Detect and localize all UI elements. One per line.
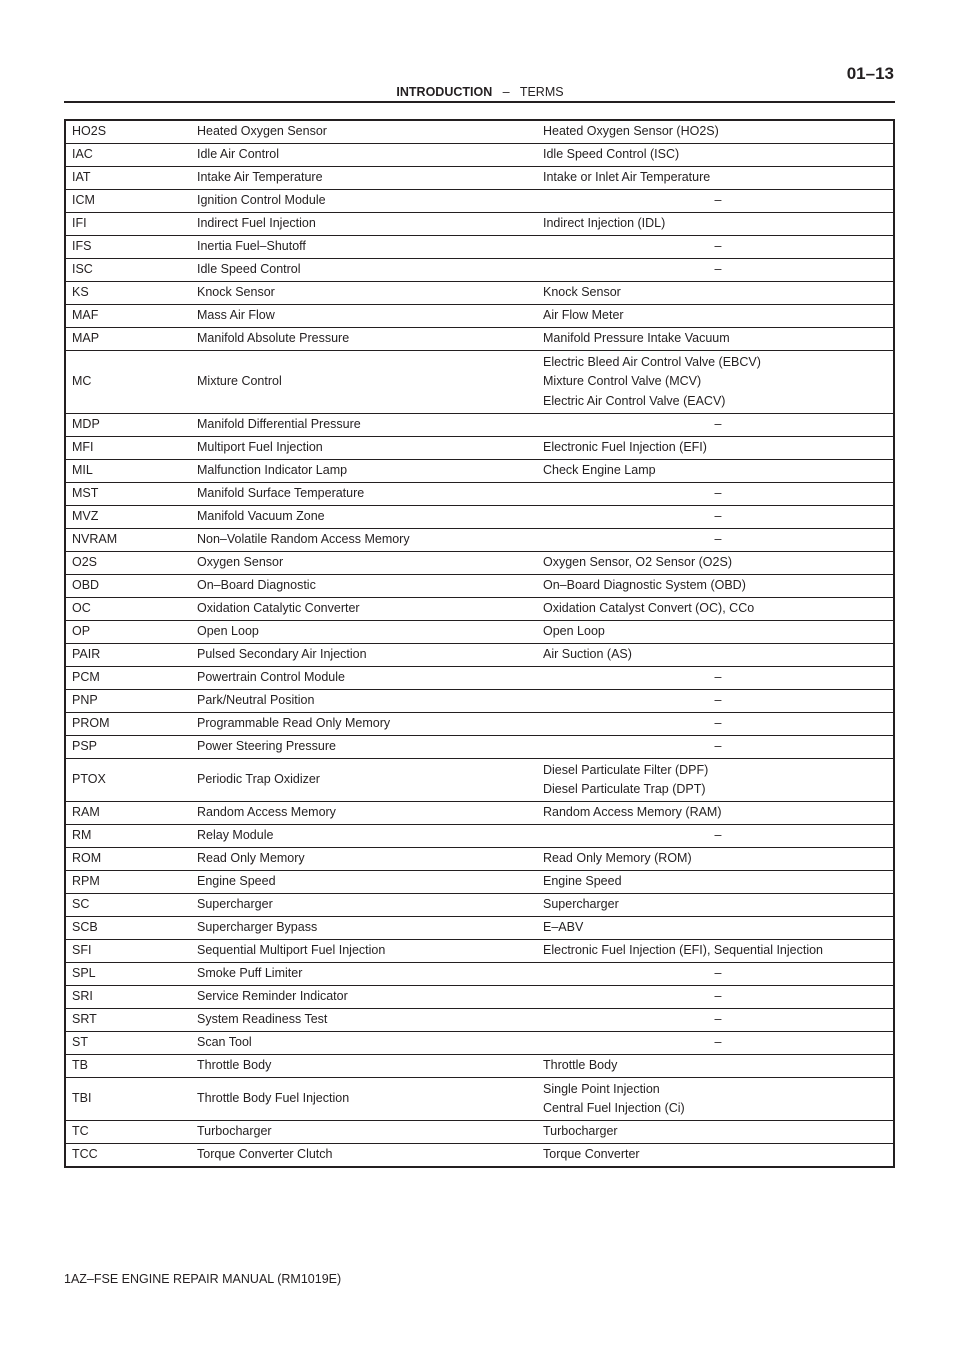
table-row <box>65 917 894 940</box>
footer-manual-title: 1AZ–FSE ENGINE REPAIR MANUAL (RM1019E) <box>64 1272 342 1286</box>
table-row <box>65 328 894 351</box>
term-cell: Malfunction Indicator Lamp <box>191 460 537 483</box>
previous-term-cell <box>537 213 894 236</box>
previous-term-cell <box>537 144 894 167</box>
table-row <box>65 437 894 460</box>
table-row <box>65 940 894 963</box>
table-row <box>65 848 894 871</box>
previous-term-cell <box>537 871 894 894</box>
previous-term-line: Read Only Memory (ROM) <box>543 851 692 866</box>
table-row <box>65 1055 894 1078</box>
previous-term-cell <box>537 963 894 986</box>
previous-term-cell <box>537 236 894 259</box>
term-cell: Powertrain Control Module <box>191 667 537 690</box>
previous-term-line: Air Suction (AS) <box>543 647 632 662</box>
term-cell: Oxidation Catalytic Converter <box>191 598 537 621</box>
abbreviation-cell: ROM <box>65 848 191 871</box>
previous-term-cell <box>537 529 894 552</box>
section-title: INTRODUCTION <box>396 85 493 99</box>
previous-term-cell <box>537 328 894 351</box>
term-cell: Sequential Multiport Fuel Injection <box>191 940 537 963</box>
abbreviation-cell: MC <box>65 351 191 414</box>
abbreviation-cell: OP <box>65 621 191 644</box>
abbreviation-cell: MAF <box>65 305 191 328</box>
table-row <box>65 802 894 825</box>
previous-term-line: Oxidation Catalyst Convert (OC), CCo <box>543 601 755 616</box>
abbreviation-cell: SPL <box>65 963 191 986</box>
previous-term-cell <box>537 598 894 621</box>
previous-term-cell <box>537 167 894 190</box>
abbreviation-cell: SRT <box>65 1009 191 1032</box>
term-cell: Smoke Puff Limiter <box>191 963 537 986</box>
previous-term-line: Single Point Injection <box>543 1081 660 1096</box>
abbreviation-cell: PCM <box>65 667 191 690</box>
previous-term-line: – <box>714 739 722 754</box>
table-row <box>65 963 894 986</box>
term-cell: Manifold Surface Temperature <box>191 483 537 506</box>
table-row <box>65 894 894 917</box>
abbreviation-cell: TC <box>65 1121 191 1144</box>
previous-term-cell <box>537 736 894 759</box>
term-cell: Supercharger <box>191 894 537 917</box>
previous-term-line: – <box>714 417 722 432</box>
table-row <box>65 259 894 282</box>
previous-term-line: Manifold Pressure Intake Vacuum <box>543 331 730 346</box>
abbreviation-cell: ICM <box>65 190 191 213</box>
previous-term-line: Supercharger <box>543 897 619 912</box>
previous-term-line: Engine Speed <box>543 874 622 889</box>
header-rule <box>64 101 895 103</box>
previous-term-line: Throttle Body <box>543 1058 618 1073</box>
previous-term-line: Indirect Injection (IDL) <box>543 216 666 231</box>
previous-term-line: – <box>714 239 722 254</box>
previous-term-cell <box>537 759 894 802</box>
terms-table <box>64 119 895 1168</box>
previous-term-cell <box>537 305 894 328</box>
table-row <box>65 460 894 483</box>
previous-term-line: – <box>714 193 722 208</box>
term-cell: Idle Air Control <box>191 144 537 167</box>
previous-term-line: Electronic Fuel Injection (EFI) <box>543 440 707 455</box>
previous-term-cell <box>537 282 894 305</box>
term-cell: Knock Sensor <box>191 282 537 305</box>
table-row <box>65 621 894 644</box>
table-row <box>65 414 894 437</box>
term-cell: Inertia Fuel–Shutoff <box>191 236 537 259</box>
abbreviation-cell: TCC <box>65 1144 191 1168</box>
previous-term-cell <box>537 1055 894 1078</box>
abbreviation-cell: OBD <box>65 575 191 598</box>
term-cell: Throttle Body Fuel Injection <box>191 1078 537 1121</box>
abbreviation-cell: PTOX <box>65 759 191 802</box>
previous-term-cell <box>537 986 894 1009</box>
term-cell: Intake Air Temperature <box>191 167 537 190</box>
previous-term-line: – <box>714 532 722 547</box>
term-cell: Pulsed Secondary Air Injection <box>191 644 537 667</box>
subsection-title: TERMS <box>519 85 564 99</box>
previous-term-line: – <box>714 989 722 1004</box>
abbreviation-cell: O2S <box>65 552 191 575</box>
table-row <box>65 1121 894 1144</box>
previous-term-line: Mixture Control Valve (MCV) <box>543 374 702 389</box>
table-row <box>65 1009 894 1032</box>
abbreviation-cell: ST <box>65 1032 191 1055</box>
previous-term-cell <box>537 1144 894 1168</box>
term-cell: Open Loop <box>191 621 537 644</box>
abbreviation-cell: PNP <box>65 690 191 713</box>
table-row <box>65 236 894 259</box>
abbreviation-cell: PROM <box>65 713 191 736</box>
previous-term-line: – <box>714 693 722 708</box>
term-cell: Programmable Read Only Memory <box>191 713 537 736</box>
abbreviation-cell: SC <box>65 894 191 917</box>
previous-term-cell <box>537 437 894 460</box>
previous-term-line: – <box>714 828 722 843</box>
previous-term-line: – <box>714 509 722 524</box>
previous-term-line: E–ABV <box>543 920 584 935</box>
term-cell: Throttle Body <box>191 1055 537 1078</box>
table-row <box>65 1144 894 1168</box>
term-cell: Read Only Memory <box>191 848 537 871</box>
previous-term-cell <box>537 120 894 144</box>
abbreviation-cell: IFI <box>65 213 191 236</box>
table-row <box>65 529 894 552</box>
previous-term-line: Electronic Fuel Injection (EFI), Sequential Injection <box>543 943 823 958</box>
term-cell: Random Access Memory <box>191 802 537 825</box>
previous-term-line: Knock Sensor <box>543 285 621 300</box>
previous-term-line: Torque Converter <box>543 1147 640 1162</box>
term-cell: Non–Volatile Random Access Memory <box>191 529 537 552</box>
table-row <box>65 167 894 190</box>
previous-term-cell <box>537 690 894 713</box>
header-separator: – <box>502 85 510 99</box>
previous-term-line: Intake or Inlet Air Temperature <box>543 170 711 185</box>
previous-term-cell <box>537 713 894 736</box>
abbreviation-cell: TBI <box>65 1078 191 1121</box>
term-cell: Heated Oxygen Sensor <box>191 120 537 144</box>
previous-term-cell <box>537 552 894 575</box>
previous-term-cell <box>537 644 894 667</box>
abbreviation-cell: MVZ <box>65 506 191 529</box>
term-cell: Engine Speed <box>191 871 537 894</box>
previous-term-line: Central Fuel Injection (Ci) <box>543 1101 685 1115</box>
term-cell: Manifold Absolute Pressure <box>191 328 537 351</box>
term-cell: Relay Module <box>191 825 537 848</box>
term-cell: Park/Neutral Position <box>191 690 537 713</box>
previous-term-line: Diesel Particulate Filter (DPF) <box>543 762 709 777</box>
previous-term-cell <box>537 894 894 917</box>
abbreviation-cell: MDP <box>65 414 191 437</box>
previous-term-cell <box>537 190 894 213</box>
term-cell: Torque Converter Clutch <box>191 1144 537 1168</box>
term-cell: Mixture Control <box>191 351 537 414</box>
previous-term-line: Electric Air Control Valve (EACV) <box>543 393 726 408</box>
table-row <box>65 1032 894 1055</box>
previous-term-cell <box>537 1121 894 1144</box>
table-row <box>65 351 894 414</box>
abbreviation-cell: MIL <box>65 460 191 483</box>
previous-term-line: Check Engine Lamp <box>543 463 656 478</box>
previous-term-cell <box>537 917 894 940</box>
previous-term-cell <box>537 506 894 529</box>
previous-term-cell <box>537 460 894 483</box>
term-cell: Idle Speed Control <box>191 259 537 282</box>
previous-term-line: Turbocharger <box>543 1124 618 1139</box>
abbreviation-cell: SCB <box>65 917 191 940</box>
page-header <box>0 85 960 99</box>
previous-term-line: Open Loop <box>543 624 605 639</box>
abbreviation-cell: HO2S <box>65 120 191 144</box>
table-row <box>65 690 894 713</box>
term-cell: Manifold Differential Pressure <box>191 414 537 437</box>
term-cell: Manifold Vacuum Zone <box>191 506 537 529</box>
abbreviation-cell: MFI <box>65 437 191 460</box>
abbreviation-cell: PSP <box>65 736 191 759</box>
table-row <box>65 598 894 621</box>
terms-table-body <box>65 120 894 1167</box>
term-cell: Periodic Trap Oxidizer <box>191 759 537 802</box>
previous-term-line: Idle Speed Control (ISC) <box>543 147 680 162</box>
table-row <box>65 871 894 894</box>
abbreviation-cell: SFI <box>65 940 191 963</box>
previous-term-cell <box>537 259 894 282</box>
table-row <box>65 825 894 848</box>
abbreviation-cell: NVRAM <box>65 529 191 552</box>
table-row <box>65 190 894 213</box>
abbreviation-cell: PAIR <box>65 644 191 667</box>
abbreviation-cell: IFS <box>65 236 191 259</box>
table-row <box>65 713 894 736</box>
table-row <box>65 213 894 236</box>
term-cell: System Readiness Test <box>191 1009 537 1032</box>
previous-term-line: – <box>714 966 722 981</box>
previous-term-line: Random Access Memory (RAM) <box>543 805 722 820</box>
abbreviation-cell: RAM <box>65 802 191 825</box>
previous-term-cell <box>537 414 894 437</box>
previous-term-line: – <box>714 716 722 731</box>
previous-term-line: Heated Oxygen Sensor (HO2S) <box>543 124 719 139</box>
abbreviation-cell: MAP <box>65 328 191 351</box>
table-row <box>65 759 894 802</box>
term-cell: Turbocharger <box>191 1121 537 1144</box>
previous-term-line: On–Board Diagnostic System (OBD) <box>543 578 746 593</box>
previous-term-cell <box>537 940 894 963</box>
table-row <box>65 1078 894 1121</box>
table-row <box>65 644 894 667</box>
abbreviation-cell: IAC <box>65 144 191 167</box>
previous-term-cell <box>537 667 894 690</box>
page-number: 01–13 <box>846 64 894 83</box>
previous-term-cell <box>537 483 894 506</box>
previous-term-line: – <box>714 1012 722 1027</box>
table-row <box>65 144 894 167</box>
term-cell: Oxygen Sensor <box>191 552 537 575</box>
previous-term-line: Electric Bleed Air Control Valve (EBCV) <box>543 354 761 369</box>
table-row <box>65 736 894 759</box>
table-row <box>65 305 894 328</box>
previous-term-line: Air Flow Meter <box>543 308 624 323</box>
abbreviation-cell: OC <box>65 598 191 621</box>
previous-term-cell <box>537 1078 894 1121</box>
table-row <box>65 483 894 506</box>
abbreviation-cell: RM <box>65 825 191 848</box>
table-row <box>65 986 894 1009</box>
table-row <box>65 282 894 305</box>
table-row <box>65 552 894 575</box>
previous-term-cell <box>537 802 894 825</box>
term-cell: Mass Air Flow <box>191 305 537 328</box>
term-cell: On–Board Diagnostic <box>191 575 537 598</box>
previous-term-line: – <box>714 262 722 277</box>
previous-term-cell <box>537 848 894 871</box>
term-cell: Indirect Fuel Injection <box>191 213 537 236</box>
term-cell: Power Steering Pressure <box>191 736 537 759</box>
previous-term-cell <box>537 1009 894 1032</box>
abbreviation-cell: KS <box>65 282 191 305</box>
abbreviation-cell: TB <box>65 1055 191 1078</box>
table-row <box>65 506 894 529</box>
previous-term-line: Diesel Particulate Trap (DPT) <box>543 782 706 796</box>
term-cell: Service Reminder Indicator <box>191 986 537 1009</box>
table-row <box>65 120 894 144</box>
previous-term-line: – <box>714 486 722 501</box>
term-cell: Scan Tool <box>191 1032 537 1055</box>
table-row <box>65 575 894 598</box>
term-cell: Multiport Fuel Injection <box>191 437 537 460</box>
previous-term-cell <box>537 825 894 848</box>
previous-term-line: – <box>714 1035 722 1050</box>
term-cell: Ignition Control Module <box>191 190 537 213</box>
term-cell: Supercharger Bypass <box>191 917 537 940</box>
abbreviation-cell: ISC <box>65 259 191 282</box>
previous-term-cell <box>537 621 894 644</box>
previous-term-cell <box>537 351 894 414</box>
table-row <box>65 667 894 690</box>
abbreviation-cell: RPM <box>65 871 191 894</box>
previous-term-line: Oxygen Sensor, O2 Sensor (O2S) <box>543 555 732 570</box>
abbreviation-cell: SRI <box>65 986 191 1009</box>
previous-term-cell <box>537 1032 894 1055</box>
previous-term-line: – <box>714 670 722 685</box>
abbreviation-cell: MST <box>65 483 191 506</box>
abbreviation-cell: IAT <box>65 167 191 190</box>
previous-term-cell <box>537 575 894 598</box>
